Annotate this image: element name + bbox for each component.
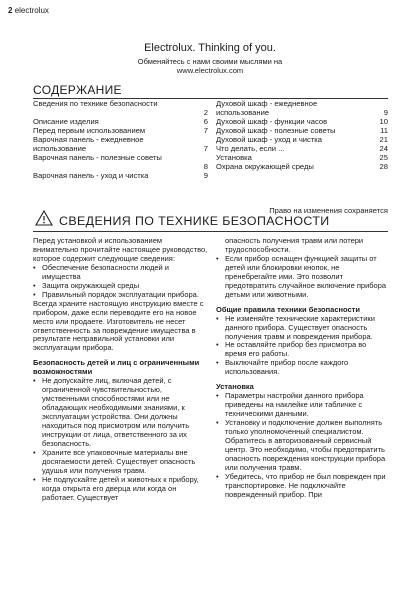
toc-entry-page: 7 bbox=[203, 125, 208, 135]
brand-name: electrolux bbox=[14, 6, 49, 15]
safety-title: СВЕДЕНИЯ ПО ТЕХНИКЕ БЕЗОПАСНОСТИ bbox=[59, 214, 330, 228]
toc-entry-label: Варочная панель - ежедневное bbox=[33, 134, 144, 144]
toc-entry-page: 11 bbox=[380, 125, 388, 135]
toc-left-column bbox=[33, 100, 208, 181]
toc-entry-page: 9 bbox=[383, 107, 388, 117]
toc-entry-label: использование bbox=[33, 143, 87, 153]
toc-entry-page: 8 bbox=[203, 161, 208, 171]
safety-left-column bbox=[33, 237, 208, 503]
list-item: • Обеспечение безопасности людей и имущества bbox=[33, 264, 208, 282]
slogan: Electrolux. Thinking of you. bbox=[144, 42, 276, 54]
toc-entry-label: Установка bbox=[216, 152, 252, 162]
toc-entry-label: Охрана окружающей среды bbox=[216, 161, 314, 171]
toc-entry-page: 25 bbox=[379, 152, 388, 162]
toc-entry-label: Перед первым использованием bbox=[33, 125, 146, 135]
toc-entry-label: Духовой шкаф - ежедневное bbox=[216, 99, 318, 108]
website-link[interactable]: www.electrolux.com bbox=[176, 66, 244, 75]
list-item: • Установку и подключение должен выполнять только уполномоченный специалистом. Обратитесь в авторизованный сервисный центр. Это необходимо, чтобы предотвратить опасность повреждения конструкции прибора или получения травм. bbox=[216, 419, 388, 473]
toc-right-column bbox=[216, 100, 388, 172]
list-item: • Не допускайте лиц, включая детей, с ограниченной чувствительностью, умственными способностями или не обладающих необходимыми знаниями, к эксплуатации устройства. Они должны находиться под присмотром или получить инструкции от лица, ответственного за их безопасность. bbox=[33, 377, 208, 449]
safety-right-column bbox=[216, 237, 388, 500]
general-heading: Общие правила техники безопасности bbox=[216, 304, 360, 314]
share-line: Обменяйтесь с нами своими мыслями на bbox=[137, 57, 283, 66]
toc-entry-page: 9 bbox=[203, 170, 208, 180]
warning-icon bbox=[35, 210, 53, 226]
toc-entry-label: Духовой шкаф - полезные советы bbox=[216, 125, 336, 135]
list-item: • Выключайте прибор после каждого использования. bbox=[216, 359, 388, 377]
continued-text: опасность получения травм или потери трудоспособности. bbox=[225, 236, 364, 254]
toc-entry-page: 28 bbox=[379, 161, 388, 171]
toc-entry[interactable] bbox=[33, 100, 208, 109]
storage-text: Всегда храните настоящую инструкцию вместе с прибором, даже если переводите его на новое место или продаете. Изготовитель не несет ответственность за повреждение имущества в результате неправильной установки или эксплуатации прибора. bbox=[33, 298, 204, 353]
list-item: • Параметры настройки данного прибора приведены на наклейке или табличке с техническими данными. bbox=[216, 392, 388, 419]
toc-entry-label: Варочная панель - полезные советы bbox=[33, 152, 162, 162]
toc-entry-label: Духовой шкаф - функции часов bbox=[216, 116, 328, 126]
general-list bbox=[216, 315, 388, 378]
install-list bbox=[216, 392, 388, 499]
toc-entry-page: 6 bbox=[203, 116, 208, 126]
toc-entry-label: Варочная панель - уход и чистка bbox=[33, 170, 149, 180]
list-item: • Защита окружающей среды bbox=[33, 282, 208, 291]
list-item: • Правильный порядок эксплуатации прибора. bbox=[33, 291, 208, 300]
list-item: • Убедитесь, что прибор не был поврежден при транспортировке. Не подключайте поврежденный прибор. При bbox=[216, 473, 388, 500]
toc-entry[interactable] bbox=[216, 163, 388, 172]
toc-title: СОДЕРЖАНИЕ bbox=[33, 83, 122, 97]
install-heading: Установка bbox=[216, 382, 254, 392]
toc-entry-label: Духовой шкаф - уход и чистка bbox=[216, 134, 323, 144]
toc-entry-label: Сведения по технике безопасности bbox=[33, 99, 158, 108]
list-item: • Храните все упаковочные материалы вне досягаемости детей. Существует опасность удушья или получения травм. bbox=[33, 449, 208, 476]
toc-entry-page: 10 bbox=[379, 116, 388, 126]
toc-entry-page: 21 bbox=[379, 134, 388, 144]
rights-note: Право на изменения сохраняется bbox=[269, 206, 388, 215]
share-text bbox=[0, 57, 420, 75]
toc-entry-page: 2 bbox=[203, 107, 208, 117]
list-item: • Если прибор оснащен функцией защиты от детей или блокировки кнопок, не пренебрегайте ими. Это позволит предотвратить случайное включение прибора детьми или животными. bbox=[216, 255, 388, 300]
children-heading: Безопасность детей и лиц с ограниченными возможностями bbox=[33, 358, 200, 377]
child-lock-list bbox=[216, 255, 388, 300]
toc-entry-label: Описание изделия bbox=[33, 116, 99, 126]
list-item: • Не подпускайте детей и животных к прибору, когда открыта его дверца или когда он работает. Существует bbox=[33, 476, 208, 503]
intro-list bbox=[33, 264, 208, 300]
toc-entry-label: использование bbox=[216, 107, 270, 117]
page-header bbox=[8, 6, 49, 15]
page-number: 2 bbox=[8, 6, 13, 15]
list-item: • Не оставляйте прибор без присмотра во время его работы. bbox=[216, 341, 388, 359]
toc-entry-page: 7 bbox=[203, 143, 208, 153]
toc-entry[interactable] bbox=[33, 172, 208, 181]
safety-rule bbox=[33, 231, 388, 232]
intro-text: Перед установкой и использованием внимательно прочитайте настоящее руководство, которое содержит следующие сведения: bbox=[33, 236, 208, 263]
children-list bbox=[33, 377, 208, 502]
toc-entry[interactable] bbox=[33, 154, 208, 163]
toc-entry-page: 24 bbox=[379, 143, 388, 153]
toc-entry-label: Что делать, если ... bbox=[216, 143, 285, 153]
list-item: • Не изменяйте технические характеристики данного прибора. Существует опасность получения травм и повреждения прибора. bbox=[216, 315, 388, 342]
